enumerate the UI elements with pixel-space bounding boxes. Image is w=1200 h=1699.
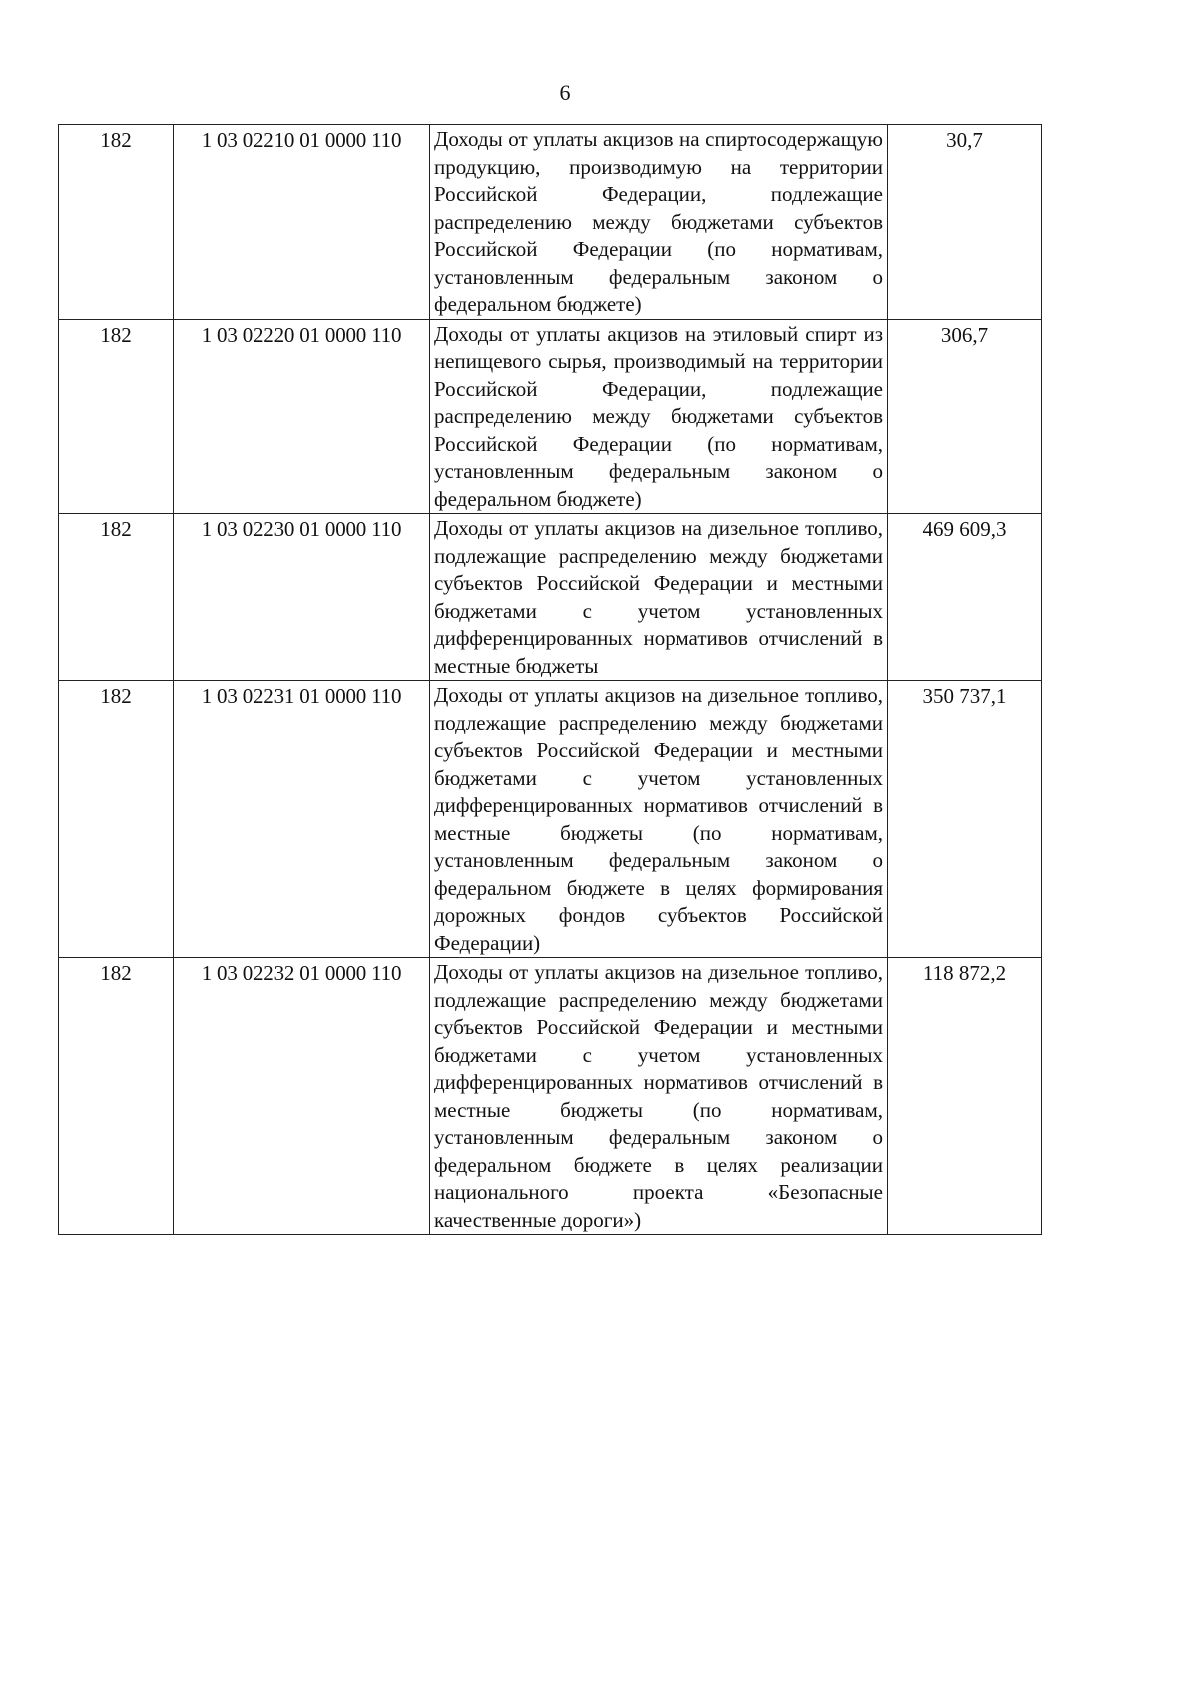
table-row [59,514,1042,681]
revenue-name-cell: Доходы от уплаты акцизов на спиртосодержащую продукцию, производимую на территории Российской Федерации, подлежащие распределению между бюджетами субъектов Российской Федерации (по нормативам, установленным федеральным законом о федеральном бюджете) [430,125,888,320]
page-number: 6 [559,80,571,105]
admin-code-cell: 182 [59,681,174,958]
budget-classification-code-cell: 1 03 02232 01 0000 110 [174,958,430,1235]
revenue-name-cell: Доходы от уплаты акцизов на этиловый спирт из непищевого сырья, производимый на территории Российской Федерации, подлежащие распределению между бюджетами субъектов Российской Федерации (по нормативам, установленным федеральным законом о федеральном бюджете) [430,319,888,514]
table-row [59,125,1042,320]
revenue-name-cell: Доходы от уплаты акцизов на дизельное топливо, подлежащие распределению между бюджетами субъектов Российской Федерации и местными бюджетами с учетом установленных дифференцированных нормативов отчислений в местные бюджеты (по нормативам, установленным федеральным законом о федеральном бюджете в целях реализации национального проекта «Безопасные качественные дороги») [430,958,888,1235]
budget-classification-code-cell: 1 03 02230 01 0000 110 [174,514,430,681]
admin-code-cell: 182 [59,514,174,681]
amount-cell: 350 737,1 [888,681,1042,958]
budget-classification-code-cell: 1 03 02220 01 0000 110 [174,319,430,514]
amount-cell: 118 872,2 [888,958,1042,1235]
table-row [59,319,1042,514]
admin-code-cell: 182 [59,125,174,320]
revenue-name-cell: Доходы от уплаты акцизов на дизельное топливо, подлежащие распределению между бюджетами субъектов Российской Федерации и местными бюджетами с учетом установленных дифференцированных нормативов отчислений в местные бюджеты (по нормативам, установленным федеральным законом о федеральном бюджете в целях формирования дорожных фондов субъектов Российской Федерации) [430,681,888,958]
amount-cell: 30,7 [888,125,1042,320]
revenue-table [58,124,1042,1235]
table-row [59,681,1042,958]
amount-cell: 306,7 [888,319,1042,514]
revenue-name-cell: Доходы от уплаты акцизов на дизельное топливо, подлежащие распределению между бюджетами субъектов Российской Федерации и местными бюджетами с учетом установленных дифференцированных нормативов отчислений в местные бюджеты [430,514,888,681]
admin-code-cell: 182 [59,319,174,514]
admin-code-cell: 182 [59,958,174,1235]
table-row [59,958,1042,1235]
budget-classification-code-cell: 1 03 02210 01 0000 110 [174,125,430,320]
budget-classification-code-cell: 1 03 02231 01 0000 110 [174,681,430,958]
amount-cell: 469 609,3 [888,514,1042,681]
